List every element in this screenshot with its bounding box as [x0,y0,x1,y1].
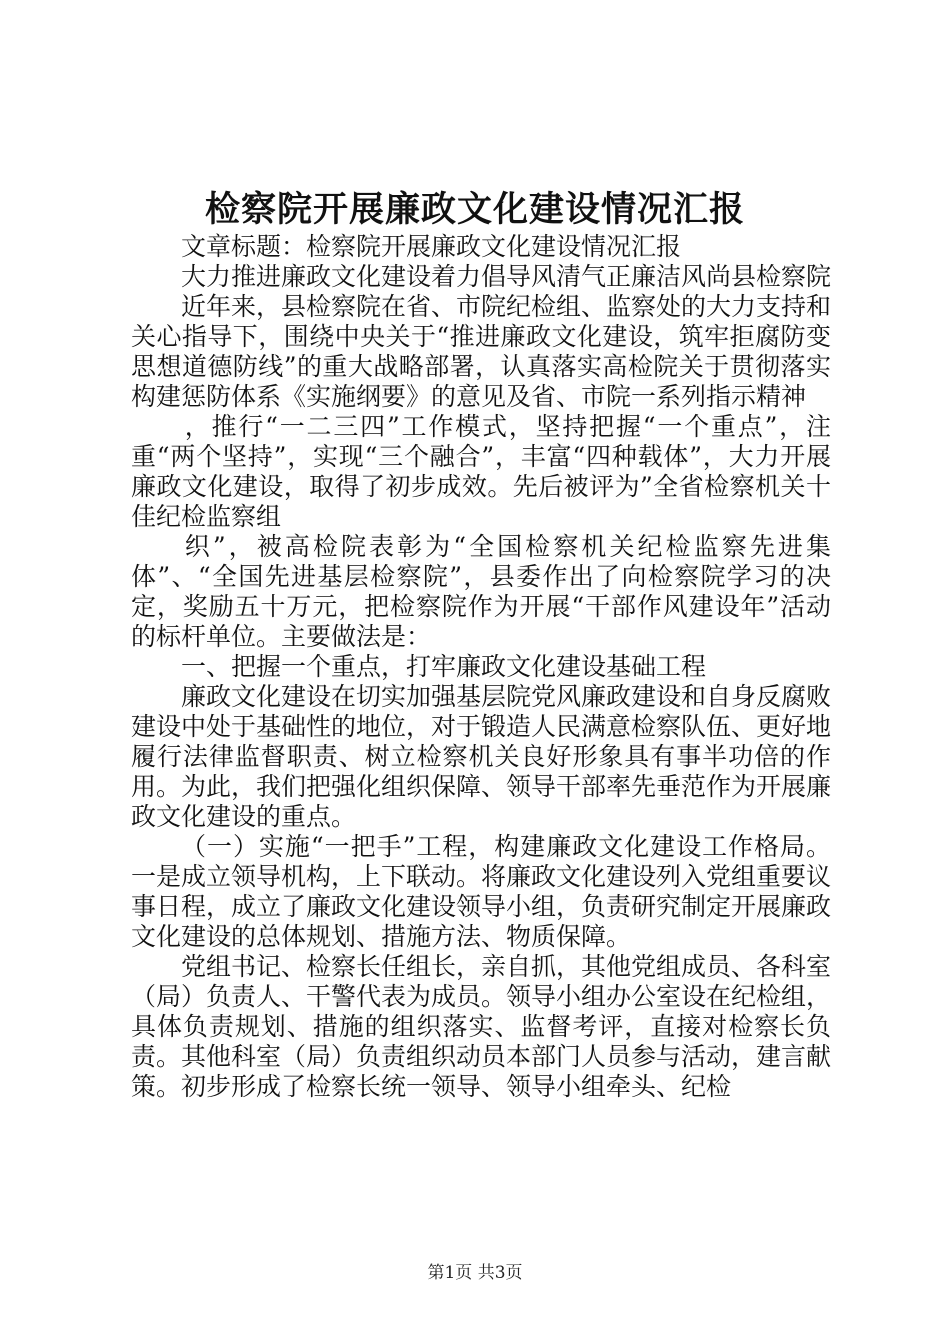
paragraph-intro: 近年来，县检察院在省、市院纪检组、监察处的大力支持和关心指导下，围绕中央关于“推进廉政文化建设，筑牢拒腐防变思想道德防线”的重大战略部署，认真落实高检院关于贯彻落实构建惩防体系《实施纲要》的意见及省、市院一系列指示精神 [131,292,832,411]
page-footer: 第1页 共3页 [427,1263,523,1283]
document-title: 检察院开展廉政文化建设情况汇报 [204,189,745,230]
paragraph-organization: 党组书记、检察长任组长，亲自抓，其他党组成员、各科室（局）负责人、干警代表为成员。领导小组办公室设在纪检组，具体负责规划、措施的组织落实、监督考评，直接对检察长负责。其他科室（局）负责组织动员本部门人员参与活动，建言献策。初步形成了检察长统一领导、领导小组牵头、纪检 [131,952,832,1101]
section-heading-1: 一、把握一个重点，打牢廉政文化建设基础工程 [181,652,707,681]
paragraph-article-title: 文章标题：检察院开展廉政文化建设情况汇报 [181,232,682,261]
paragraph-work-mode: ，推行“一二三四”工作模式，坚持把握“一个重点”，注重“两个坚持”，实现“三个融合”，丰富“四种载体”，大力开展廉政文化建设，取得了初步成效。先后被评为”全省检察机关十佳纪检监察组 [131,412,831,531]
document-body [131,232,831,1102]
paragraph-leadership: （一）实施“一把手”工程，构建廉政文化建设工作格局。一是成立领导机构，上下联动。将廉政文化建设列入党组重要议事日程，成立了廉政文化建设领导小组，负责研究制定开展廉政文化建设的总体规划、措施方法、物质保障。 [131,832,832,951]
paragraph-importance: 廉政文化建设在切实加强基层院党风廉政建设和自身反腐败建设中处于基础性的地位，对于锻造人民满意检察队伍、更好地履行法律监督职责、树立检察机关良好形象具有事半功倍的作用。为此，我们把强化组织保障、领导干部率先垂范作为开展廉政文化建设的重点。 [131,682,832,831]
paragraph-subtitle: 大力推进廉政文化建设着力倡导风清气正廉洁风尚县检察院 [181,262,832,291]
paragraph-honors: 织”，被高检院表彰为“全国检察机关纪检监察先进集体”、“全国先进基层检察院”，县委作出了向检察院学习的决定，奖励五十万元，把检察院作为开展“干部作风建设年”活动的标杆单位。主要做法是： [131,532,831,651]
